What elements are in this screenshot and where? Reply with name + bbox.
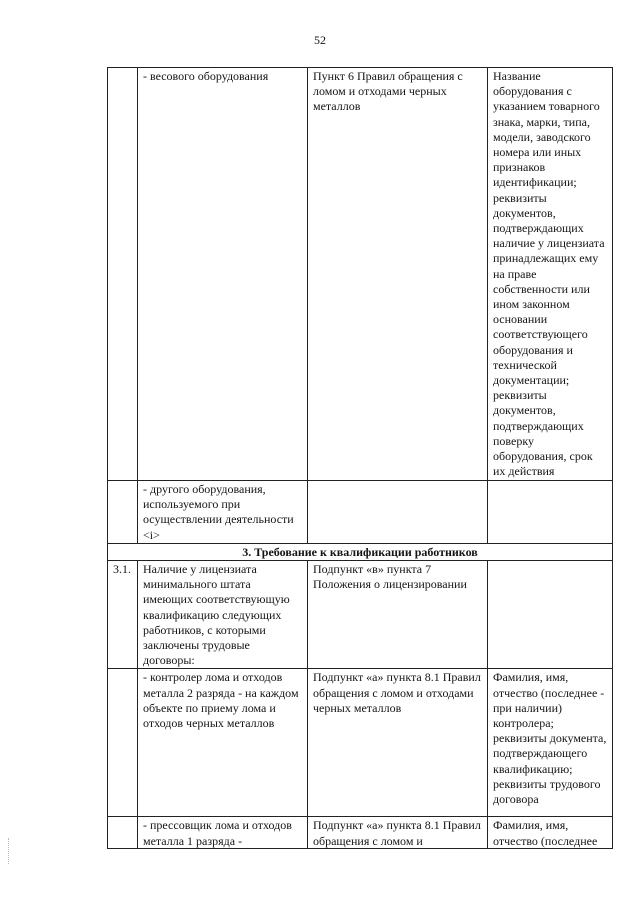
- cell-reference: Подпункт «а» пункта 8.1 Правил обращения с ломом и: [308, 817, 488, 849]
- page-number: 52: [314, 33, 326, 47]
- cell-reference: Подпункт «а» пункта 8.1 Правил обращения с ломом и отходами черных металлов: [308, 669, 488, 817]
- cell-reference: [308, 481, 488, 544]
- cell-requirement: - прессовщик лома и отходов металла 1 разряда -: [138, 817, 308, 849]
- cell-reference: Подпункт «в» пункта 7 Положения о лицензировании: [308, 561, 488, 669]
- table-row: [108, 481, 613, 544]
- cell-requirement: - другого оборудования, используемого при осуществлении деятельности <i>: [138, 481, 308, 544]
- cell-requirement: - контролер лома и отходов металла 2 разряда - на каждом объекте по приему лома и отходов черных металлов: [138, 669, 308, 817]
- cell-documents: Фамилия, имя, отчество (последнее - при наличии) контролера; реквизиты документа, подтверждающего квалификацию; реквизиты трудового договора: [488, 669, 613, 817]
- cell-requirement: Наличие у лицензиата минимального штата имеющих соответствующую квалификацию следующих работников, с которыми заключены трудовые договоры:: [138, 561, 308, 669]
- requirements-table: [107, 67, 613, 849]
- cell-requirement: - весового оборудования: [138, 68, 308, 481]
- table-row: [108, 817, 613, 849]
- table-row: [108, 561, 613, 669]
- section-row: [108, 543, 613, 560]
- table-row: [108, 68, 613, 481]
- section-heading: 3. Требование к квалификации работников: [108, 543, 613, 560]
- cell-number: [108, 68, 138, 481]
- table-row: [108, 669, 613, 817]
- cell-number: [108, 817, 138, 849]
- cell-number: 3.1.: [108, 561, 138, 669]
- cell-documents: Название оборудования с указанием товарного знака, марки, типа, модели, заводского номера или иных признаков идентификации; реквизиты документов, подтверждающих наличие у лицензиата принадлежащих ему на праве собственности или ином законном основании соответствующего оборудования и технической документации; реквизиты документов, подтверждающих поверку оборудования, срок их действия: [488, 68, 613, 481]
- cell-documents: Фамилия, имя, отчество (последнее: [488, 817, 613, 849]
- cell-documents: [488, 481, 613, 544]
- cell-number: [108, 481, 138, 544]
- cell-reference: Пункт 6 Правил обращения с ломом и отходами черных металлов: [308, 68, 488, 481]
- cell-documents: [488, 561, 613, 669]
- cell-number: [108, 669, 138, 817]
- margin-mark: [8, 838, 10, 864]
